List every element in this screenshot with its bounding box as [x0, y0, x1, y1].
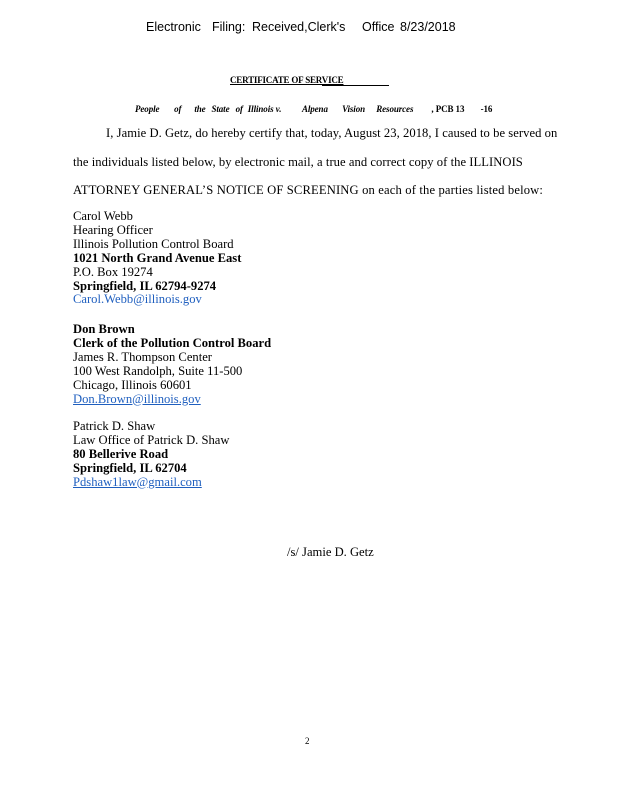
recipient-organization: Illinois Pollution Control Board	[73, 236, 234, 251]
caption-word: of	[174, 104, 182, 114]
caption-word: Illinois v.	[247, 104, 282, 114]
recipient-name: Patrick D. Shaw	[73, 419, 156, 433]
certification-line-2: the individuals listed below, by electronic mail, a true and correct copy of the ILLINOIS	[73, 155, 523, 169]
caption-word: State	[211, 104, 230, 114]
caption-case-suffix: -16	[480, 104, 493, 114]
recipient-block-don-brown	[73, 323, 271, 406]
caption-word: Alpena	[301, 104, 328, 114]
header-office: Office	[362, 20, 395, 34]
recipient-email-link[interactable]: Don.Brown@illinois.gov	[73, 391, 201, 406]
caption-word: Vision	[342, 104, 366, 114]
caption-case-number: , PCB 13	[431, 104, 465, 114]
recipient-block-carol-webb	[73, 210, 241, 307]
recipient-email-link[interactable]: Carol.Webb@illinois.gov	[73, 292, 202, 307]
caption-word: Resources	[376, 104, 414, 114]
recipient-street: 1021 North Grand Avenue East	[73, 250, 242, 265]
filing-stamp-header	[146, 20, 456, 34]
recipient-street: 80 Bellerive Road	[73, 446, 169, 461]
recipient-title: Hearing Officer	[73, 222, 153, 237]
recipient-city: Chicago, Illinois 60601	[73, 377, 192, 392]
header-filing: Filing:	[212, 20, 246, 34]
title-underline	[322, 85, 389, 86]
recipient-po-box: P.O. Box 19274	[73, 264, 153, 279]
certificate-title: CERTIFICATE OF SERVICE	[230, 75, 344, 85]
header-received: Received,Clerk's	[252, 20, 346, 34]
recipient-title: Clerk of the Pollution Control Board	[73, 335, 272, 350]
recipient-firm: Law Office of Patrick D. Shaw	[73, 432, 230, 447]
header-electronic: Electronic	[146, 20, 201, 34]
page-number: 2	[305, 736, 310, 746]
caption-word: the	[194, 104, 206, 114]
recipient-email-link[interactable]: Pdshaw1law@gmail.com	[73, 474, 202, 489]
certification-line-3: ATTORNEY GENERAL’S NOTICE OF SCREENING on each of the parties listed below:	[73, 183, 544, 197]
caption-word: People	[135, 104, 160, 114]
recipient-city: Springfield, IL 62704	[73, 460, 187, 475]
recipient-building: James R. Thompson Center	[73, 349, 212, 364]
certification-line-1: I, Jamie D. Getz, do hereby certify that, today, August 23, 2018, I caused to be served on	[106, 126, 558, 140]
recipient-city: Springfield, IL 62794-9274	[73, 278, 217, 293]
recipient-name: Don Brown	[73, 322, 135, 336]
signature: /s/ Jamie D. Getz	[287, 545, 374, 559]
caption-word: of	[235, 104, 243, 114]
case-caption	[135, 104, 501, 114]
header-date: 8/23/2018	[400, 20, 456, 34]
recipient-block-patrick-shaw	[73, 420, 229, 490]
recipient-name: Carol Webb	[73, 209, 133, 223]
recipient-street: 100 West Randolph, Suite 11-500	[73, 363, 243, 378]
